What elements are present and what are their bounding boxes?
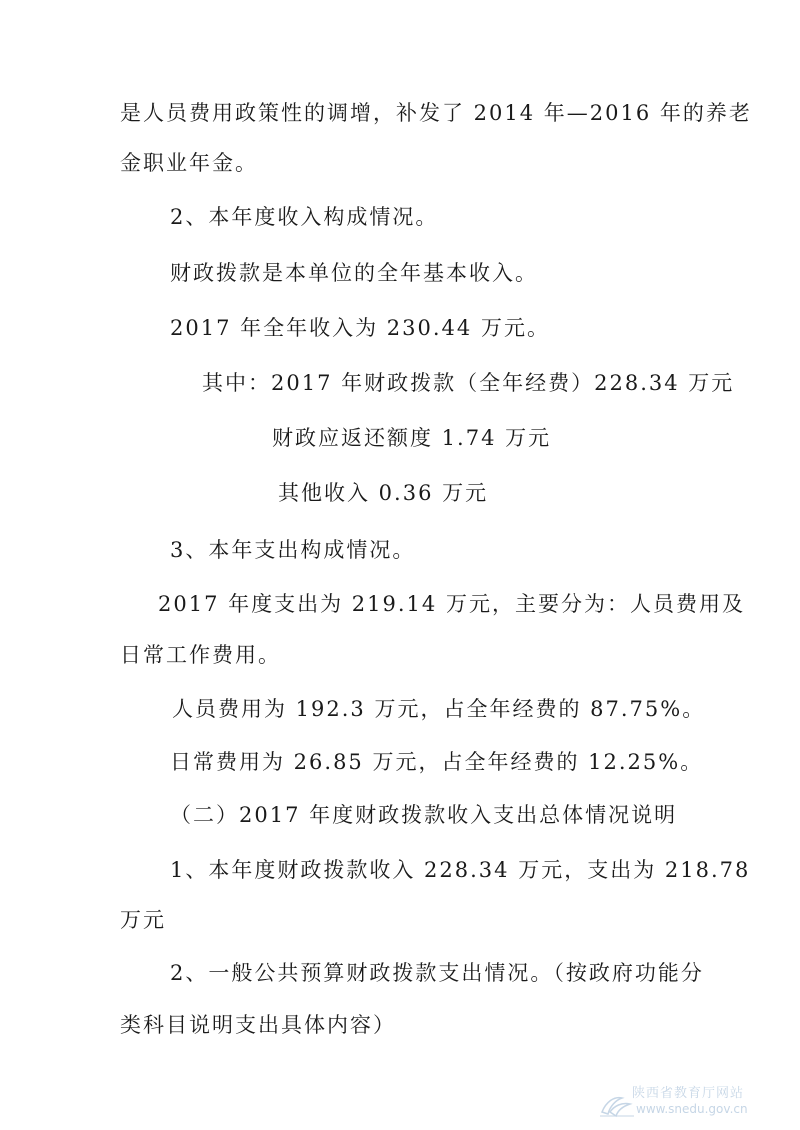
paragraph-line-6: 日常工作费用。 (120, 643, 281, 667)
income-detail-line-1: 其中：2017 年财政拨款（全年经费）228.34 万元 (202, 371, 735, 395)
income-detail-line-2: 财政应返还额度 1.74 万元 (272, 426, 552, 450)
paragraph-line-9: 2、一般公共预算财政拨款支出情况。（按政府功能分 (170, 961, 704, 985)
section-heading-expense: 3、本年支出构成情况。 (170, 538, 416, 562)
paragraph-line-10: 类科目说明支出具体内容） (120, 1013, 396, 1037)
income-detail-line-3: 其他收入 0.36 万元 (278, 481, 489, 505)
site-watermark (596, 1082, 786, 1122)
expense-detail-line-1: 人员费用为 192.3 万元，占全年经费的 87.75%。 (172, 697, 706, 721)
watermark-url: www.snedu.gov.cn (636, 1102, 748, 1116)
paragraph-line-5: 2017 年度支出为 219.14 万元，主要分为：人员费用及 (158, 592, 745, 616)
paragraph-line-4: 2017 年全年收入为 230.44 万元。 (170, 316, 550, 340)
paragraph-line-1: 是人员费用政策性的调增，补发了 2014 年—2016 年的养老 (120, 101, 752, 125)
expense-detail-line-2: 日常费用为 26.85 万元，占全年经费的 12.25%。 (170, 750, 704, 774)
paragraph-line-3: 财政拨款是本单位的全年基本收入。 (170, 261, 538, 285)
paragraph-line-8: 万元 (120, 908, 166, 932)
section-heading-fiscal: （二）2017 年度财政拨款收入支出总体情况说明 (170, 803, 678, 827)
paragraph-line-7: 1、本年度财政拨款收入 228.34 万元，支出为 218.78 (170, 858, 751, 882)
paragraph-line-2: 金职业年金。 (120, 151, 258, 175)
watermark-title: 陕西省教育厅网站 (632, 1086, 745, 1101)
section-heading-income: 2、本年度收入构成情况。 (170, 205, 439, 229)
